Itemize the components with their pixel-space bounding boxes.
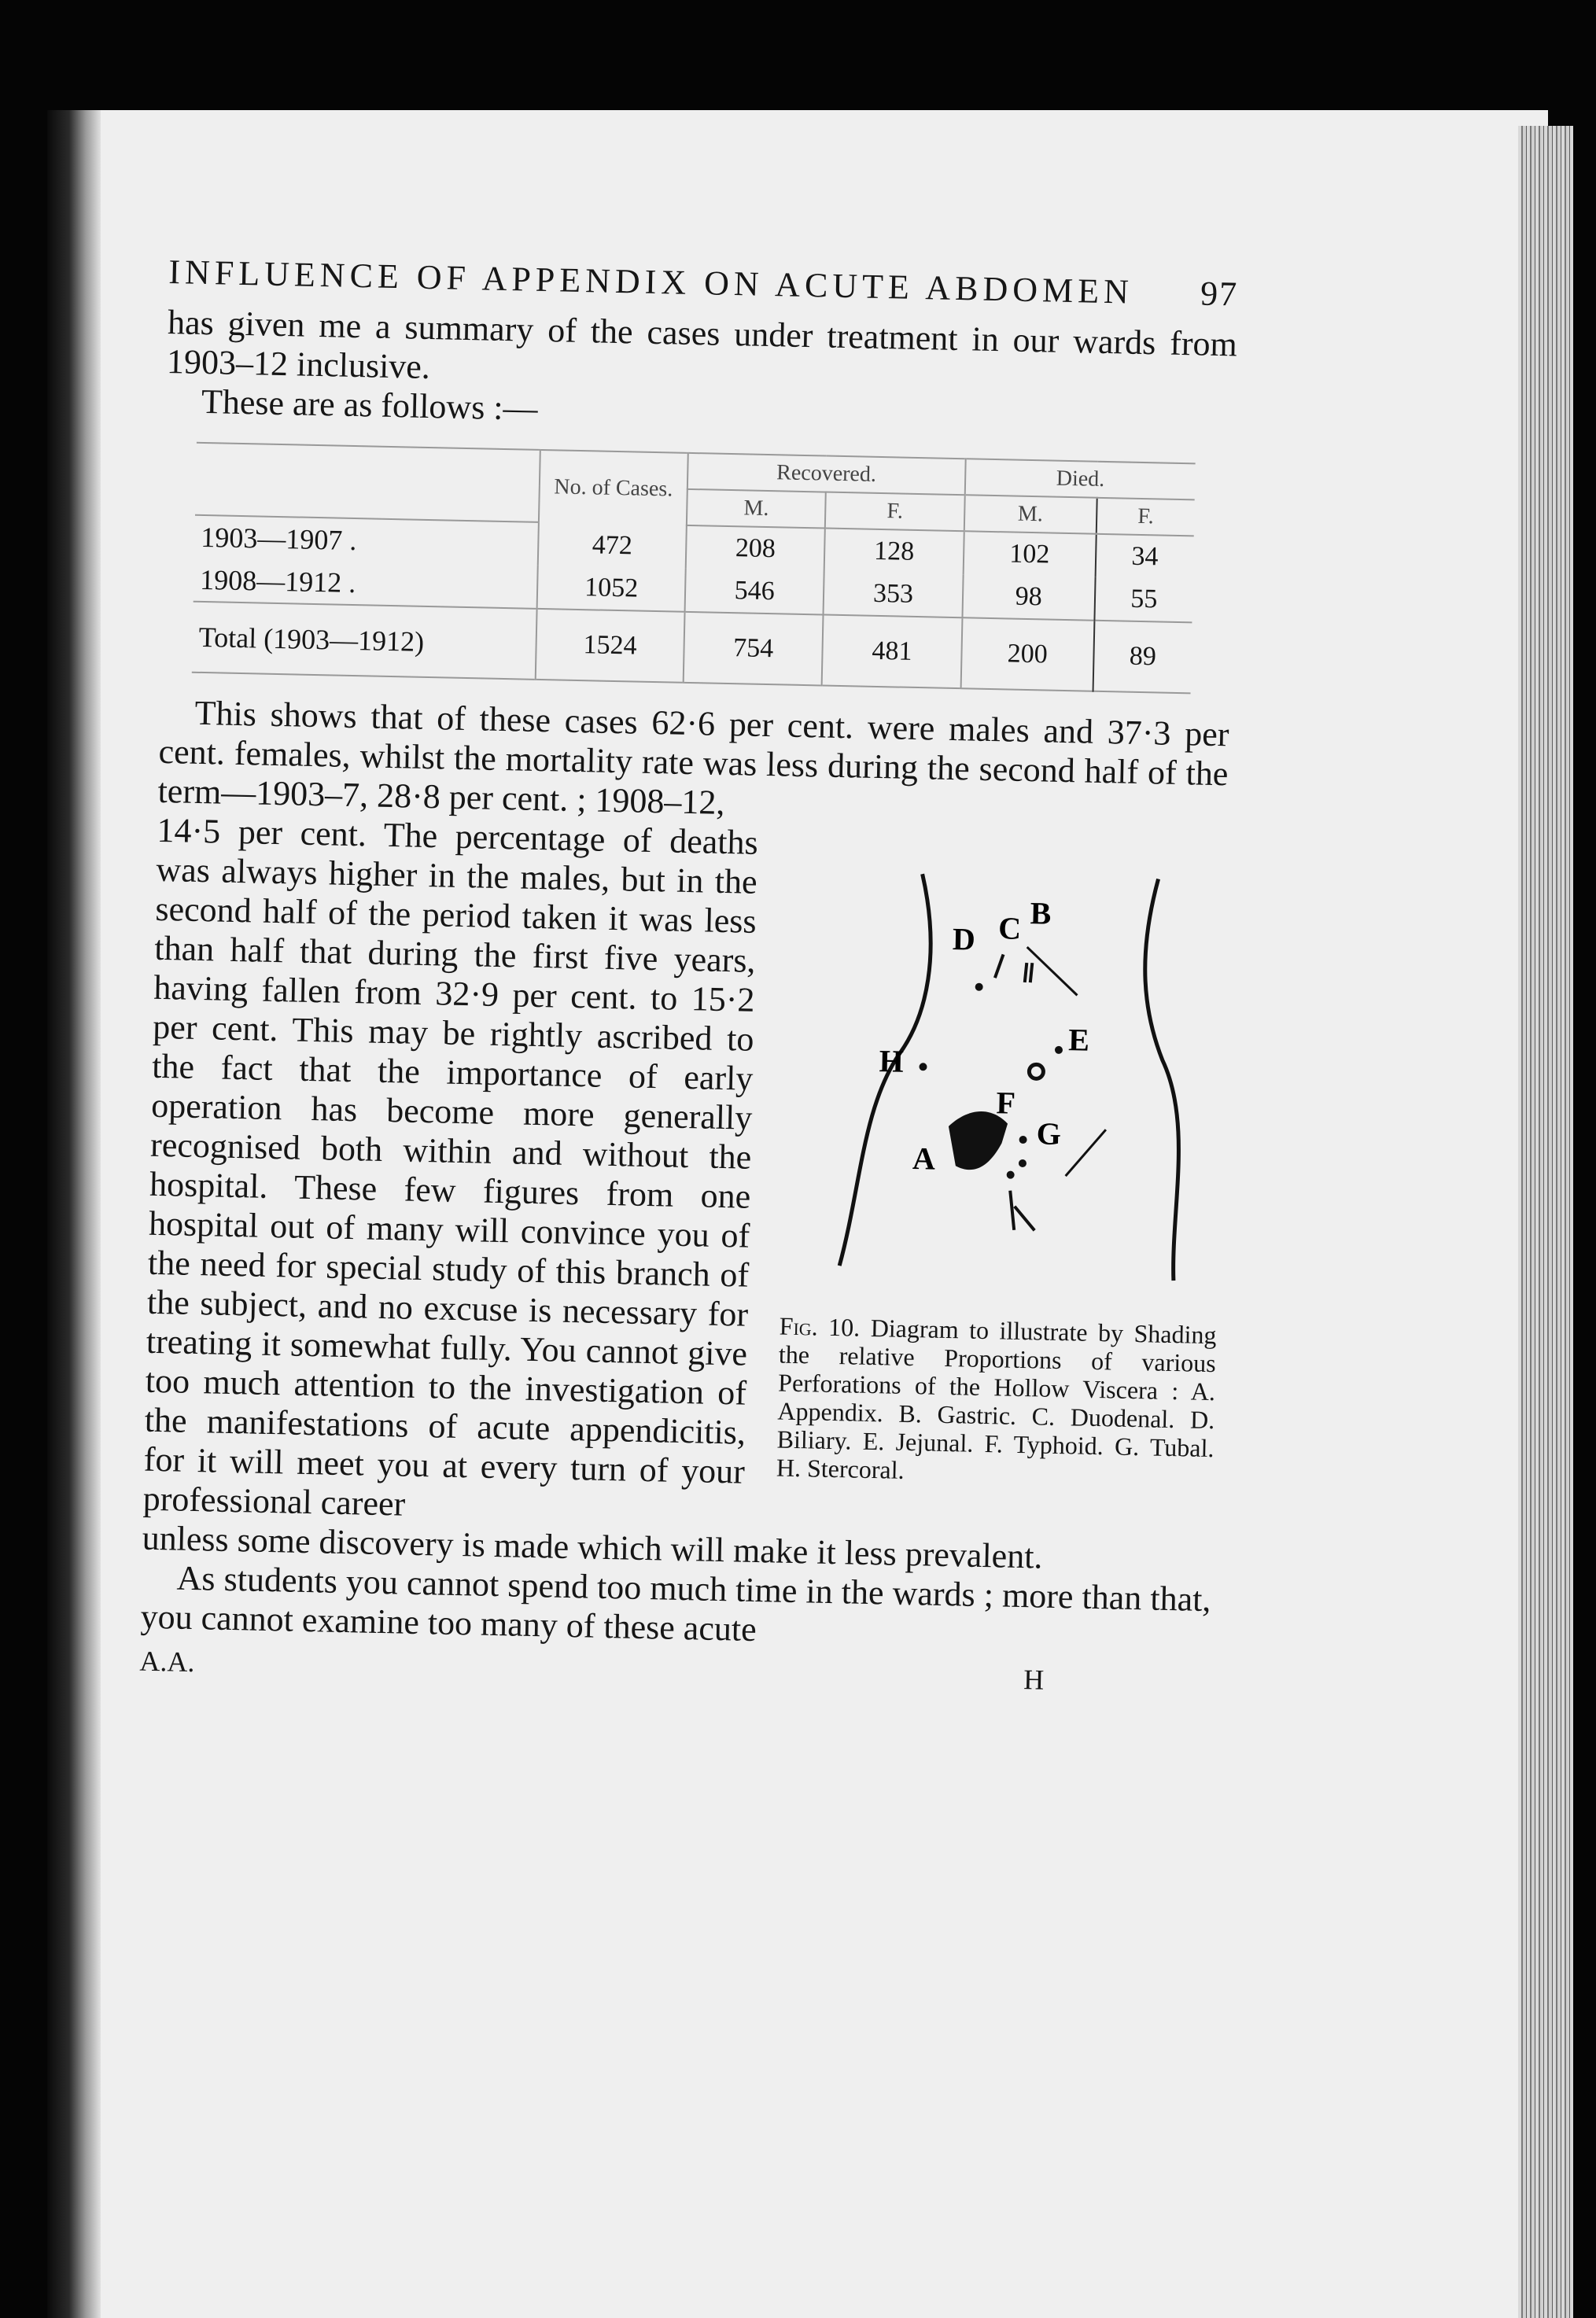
pubic-mark: [1009, 1191, 1035, 1231]
total-died-f: 89: [1093, 621, 1192, 694]
stercoral-dot: [920, 1063, 927, 1071]
costal-line: [1027, 947, 1078, 995]
header-recovered-f: F.: [825, 492, 964, 532]
footer-sheet-mark: H: [1023, 1664, 1045, 1696]
cell-died-m: 98: [962, 574, 1095, 621]
label-e: E: [1068, 1022, 1090, 1058]
row-label: 1908—1912 .: [199, 563, 356, 599]
intro-text: has given me a summary of the cases under treatment in our wards from 1903–12 inclusive.: [166, 302, 1238, 386]
text-after-figure: [140, 1519, 1212, 1659]
header-died: Died.: [964, 459, 1195, 499]
tubal-dot-1: [1019, 1159, 1027, 1167]
jejunal-dot: [1055, 1046, 1063, 1054]
cell-died-f: 55: [1094, 577, 1192, 623]
cell-died-f: 34: [1095, 534, 1193, 580]
total-cases: 1524: [536, 609, 685, 683]
page-content: [139, 252, 1255, 1701]
abdomen-perforation-diagram: [827, 857, 1199, 1305]
cell-rec-m: 208: [686, 525, 825, 572]
label-c: C: [997, 910, 1022, 946]
text-with-figure: [142, 811, 1227, 1541]
cell-died-m: 102: [963, 531, 1096, 577]
wrapped-column: [142, 811, 758, 1531]
label-g: G: [1036, 1115, 1062, 1152]
label-b: B: [1030, 895, 1052, 931]
figure-caption: [776, 1312, 1217, 1491]
running-title: INFLUENCE OF APPENDIX ON ACUTE ABDOMEN: [168, 252, 1134, 311]
biliary-dot: [975, 983, 983, 991]
total-died-m: 200: [960, 617, 1094, 691]
total-rec-m: 754: [684, 612, 824, 686]
table-corner: [195, 443, 540, 522]
cell-rec-m: 546: [685, 569, 824, 615]
cell-cases: 1052: [537, 566, 686, 612]
page-edges: [1518, 126, 1573, 2318]
header-died-m: M.: [964, 495, 1097, 534]
gastric-mark: [1025, 963, 1033, 982]
inguinal-line: [1066, 1129, 1106, 1177]
paragraph-1-end: unless some discovery is made which will make it less prevalent.: [142, 1518, 1043, 1576]
footer-signature: A.A.: [139, 1645, 195, 1679]
header-cases: No. of Cases.: [539, 450, 688, 525]
cell-rec-f: 128: [824, 529, 964, 575]
book-spine-shadow: [47, 110, 102, 2318]
header-died-f: F.: [1096, 498, 1194, 536]
page-number: 97: [1200, 274, 1239, 314]
paragraph-2: As students you cannot spend too much time in the wards ; more than that, you cannot examine too many of these acute: [140, 1558, 1211, 1649]
label-h: H: [879, 1043, 905, 1079]
caption-lead: Fig. 10.: [779, 1311, 861, 1342]
total-rec-f: 481: [822, 615, 962, 689]
cases-summary-table: [192, 442, 1196, 695]
body-text: [139, 693, 1229, 1700]
intro-lead: These are as follows :—: [201, 381, 539, 428]
duodenal-mark: [995, 954, 1004, 978]
label-a: A: [912, 1141, 936, 1177]
torso-right-outline: [1139, 879, 1185, 1281]
typhoid-dot: [1019, 1136, 1027, 1144]
caption-text: Diagram to illustrate by Shading the relative Proportions of various Perforations of the Hollow Viscera : A. Appendix. B. Gastric. C. Duodenal. D. Biliary. E. Jejunal. F. Typhoid. G. Tubal. H. Stercoral.: [776, 1313, 1217, 1484]
row-label: 1903—1907 .: [200, 521, 357, 557]
label-d: D: [952, 921, 976, 957]
paragraph-1-opening: This shows that of these cases 62·6 per cent. were males and 37·3 per cent. females, whilst the mortality rate was less during the second half of the term—1903–7, 28·8 per cent. ; 1908–12,: [157, 693, 1229, 822]
paragraph-1-continued: 14·5 per cent. The percentage of deaths was always higher in the males, but in the second half of the period taken it was less than half that during the first five years, having fallen from 32·9 per cent. to 15·2 per cent. This may be rightly ascribed to the fact that the importance of early operation has become more generally recognised both within and without the hospital. These few figures from one hospital out of many will convince you of the need for special study of this branch of the subject, and no excuse is necessary for treating it somewhat fully. You cannot give too much attention to the investigation of the manifestations of acute appendicitis, for it will meet you at every turn of your professional career: [142, 810, 759, 1524]
label-f: F: [996, 1085, 1016, 1121]
figure-10: [775, 824, 1227, 1541]
header-recovered: Recovered.: [687, 453, 965, 495]
jejunal-mark: [1029, 1064, 1043, 1078]
total-label: Total (1903—1912): [198, 621, 425, 658]
header-recovered-m: M.: [687, 489, 826, 529]
tubal-dot-2: [1007, 1171, 1015, 1179]
cell-rec-f: 353: [824, 572, 963, 618]
cell-cases: 472: [538, 522, 687, 569]
